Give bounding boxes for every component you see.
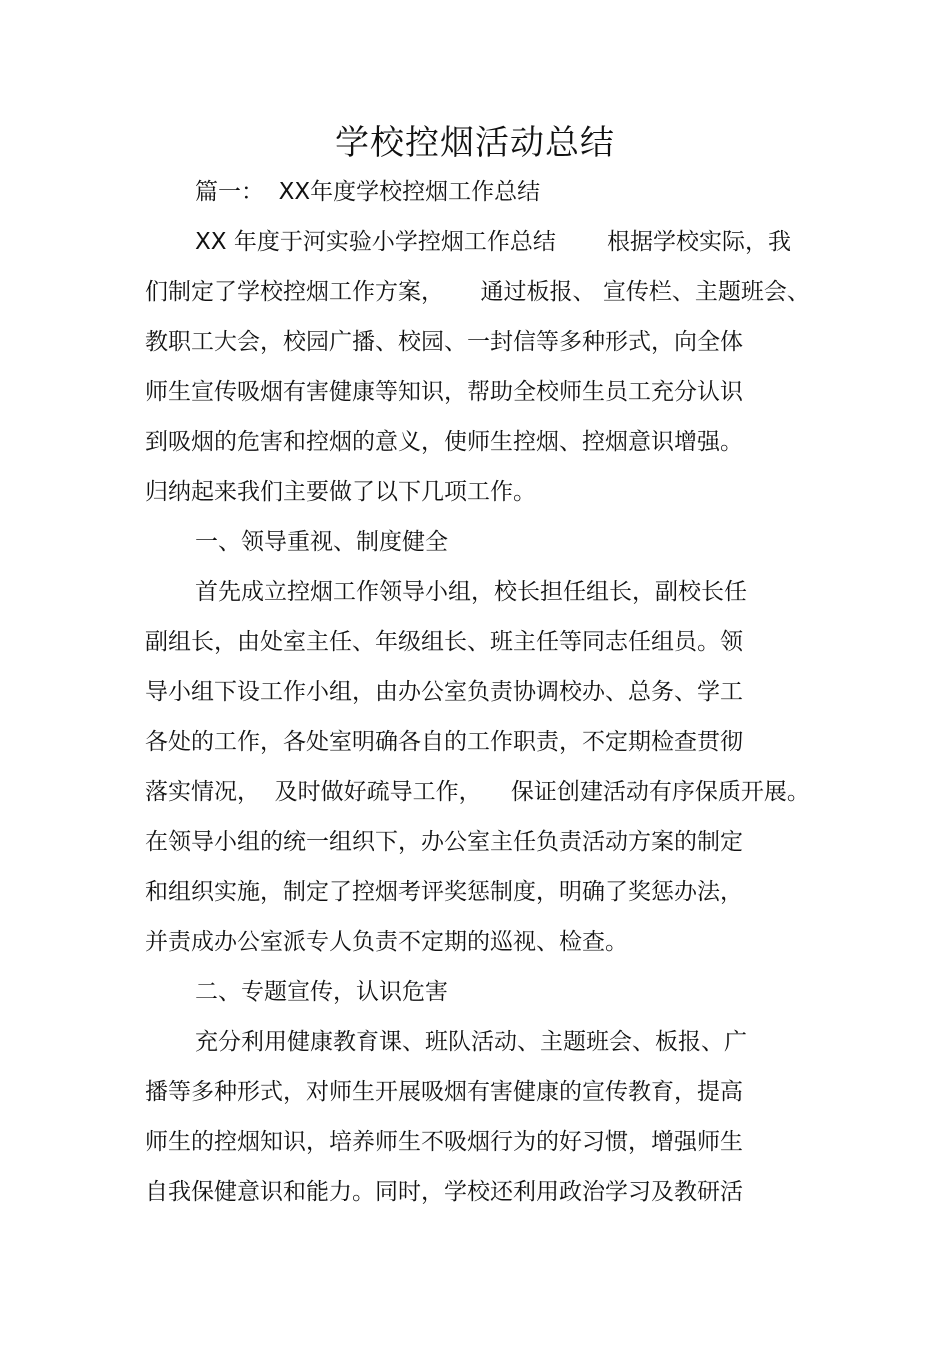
text-line: 播等多种形式，对师生开展吸烟有害健康的宣传教育，提高 — [145, 1079, 743, 1105]
text-line: 归纳起来我们主要做了以下几项工作。 — [145, 479, 536, 505]
text-line: 篇一： XX年度学校控烟工作总结 — [195, 179, 541, 205]
text-line: 在领导小组的统一组织下，办公室主任负责活动方案的制定 — [145, 829, 743, 855]
text-line: 师生宣传吸烟有害健康等知识，帮助全校师生员工充分认识 — [145, 379, 743, 405]
text-line: 和组织实施，制定了控烟考评奖惩制度，明确了奖惩办法， — [145, 879, 743, 905]
text-line: 并责成办公室派专人负责不定期的巡视、检查。 — [145, 929, 628, 955]
document-title: 学校控烟活动总结 — [335, 123, 615, 163]
text-line: 充分利用健康教育课、班队活动、主题班会、板报、广 — [195, 1029, 747, 1055]
text-line: XX 年度于河实验小学控烟工作总结 根据学校实际，我 — [195, 229, 792, 255]
text-line: 各处的工作，各处室明确各自的工作职责，不定期检查贯彻 — [145, 729, 743, 755]
section-heading: 二、专题宣传，认识危害 — [195, 979, 448, 1005]
text-line: 自我保健意识和能力。同时，学校还利用政治学习及教研活 — [145, 1179, 743, 1205]
text-line: 落实情况， 及时做好疏导工作， 保证创建活动有序保质开展。 — [145, 779, 810, 805]
text-line: 们制定了学校控烟工作方案， 通过板报、 宣传栏、主题班会、 — [145, 279, 810, 305]
text-line: 副组长，由处室主任、年级组长、班主任等同志任组员。领 — [145, 629, 743, 655]
text-line: 教职工大会，校园广播、校园、一封信等多种形式，向全体 — [145, 329, 743, 355]
section-heading: 一、领导重视、制度健全 — [195, 529, 448, 555]
text-line: 师生的控烟知识，培养师生不吸烟行为的好习惯，增强师生 — [145, 1129, 743, 1155]
text-line: 到吸烟的危害和控烟的意义，使师生控烟、控烟意识增强。 — [145, 429, 743, 455]
text-line: 首先成立控烟工作领导小组，校长担任组长，副校长任 — [195, 579, 747, 605]
text-line: 导小组下设工作小组，由办公室负责协调校办、总务、学工 — [145, 679, 743, 705]
